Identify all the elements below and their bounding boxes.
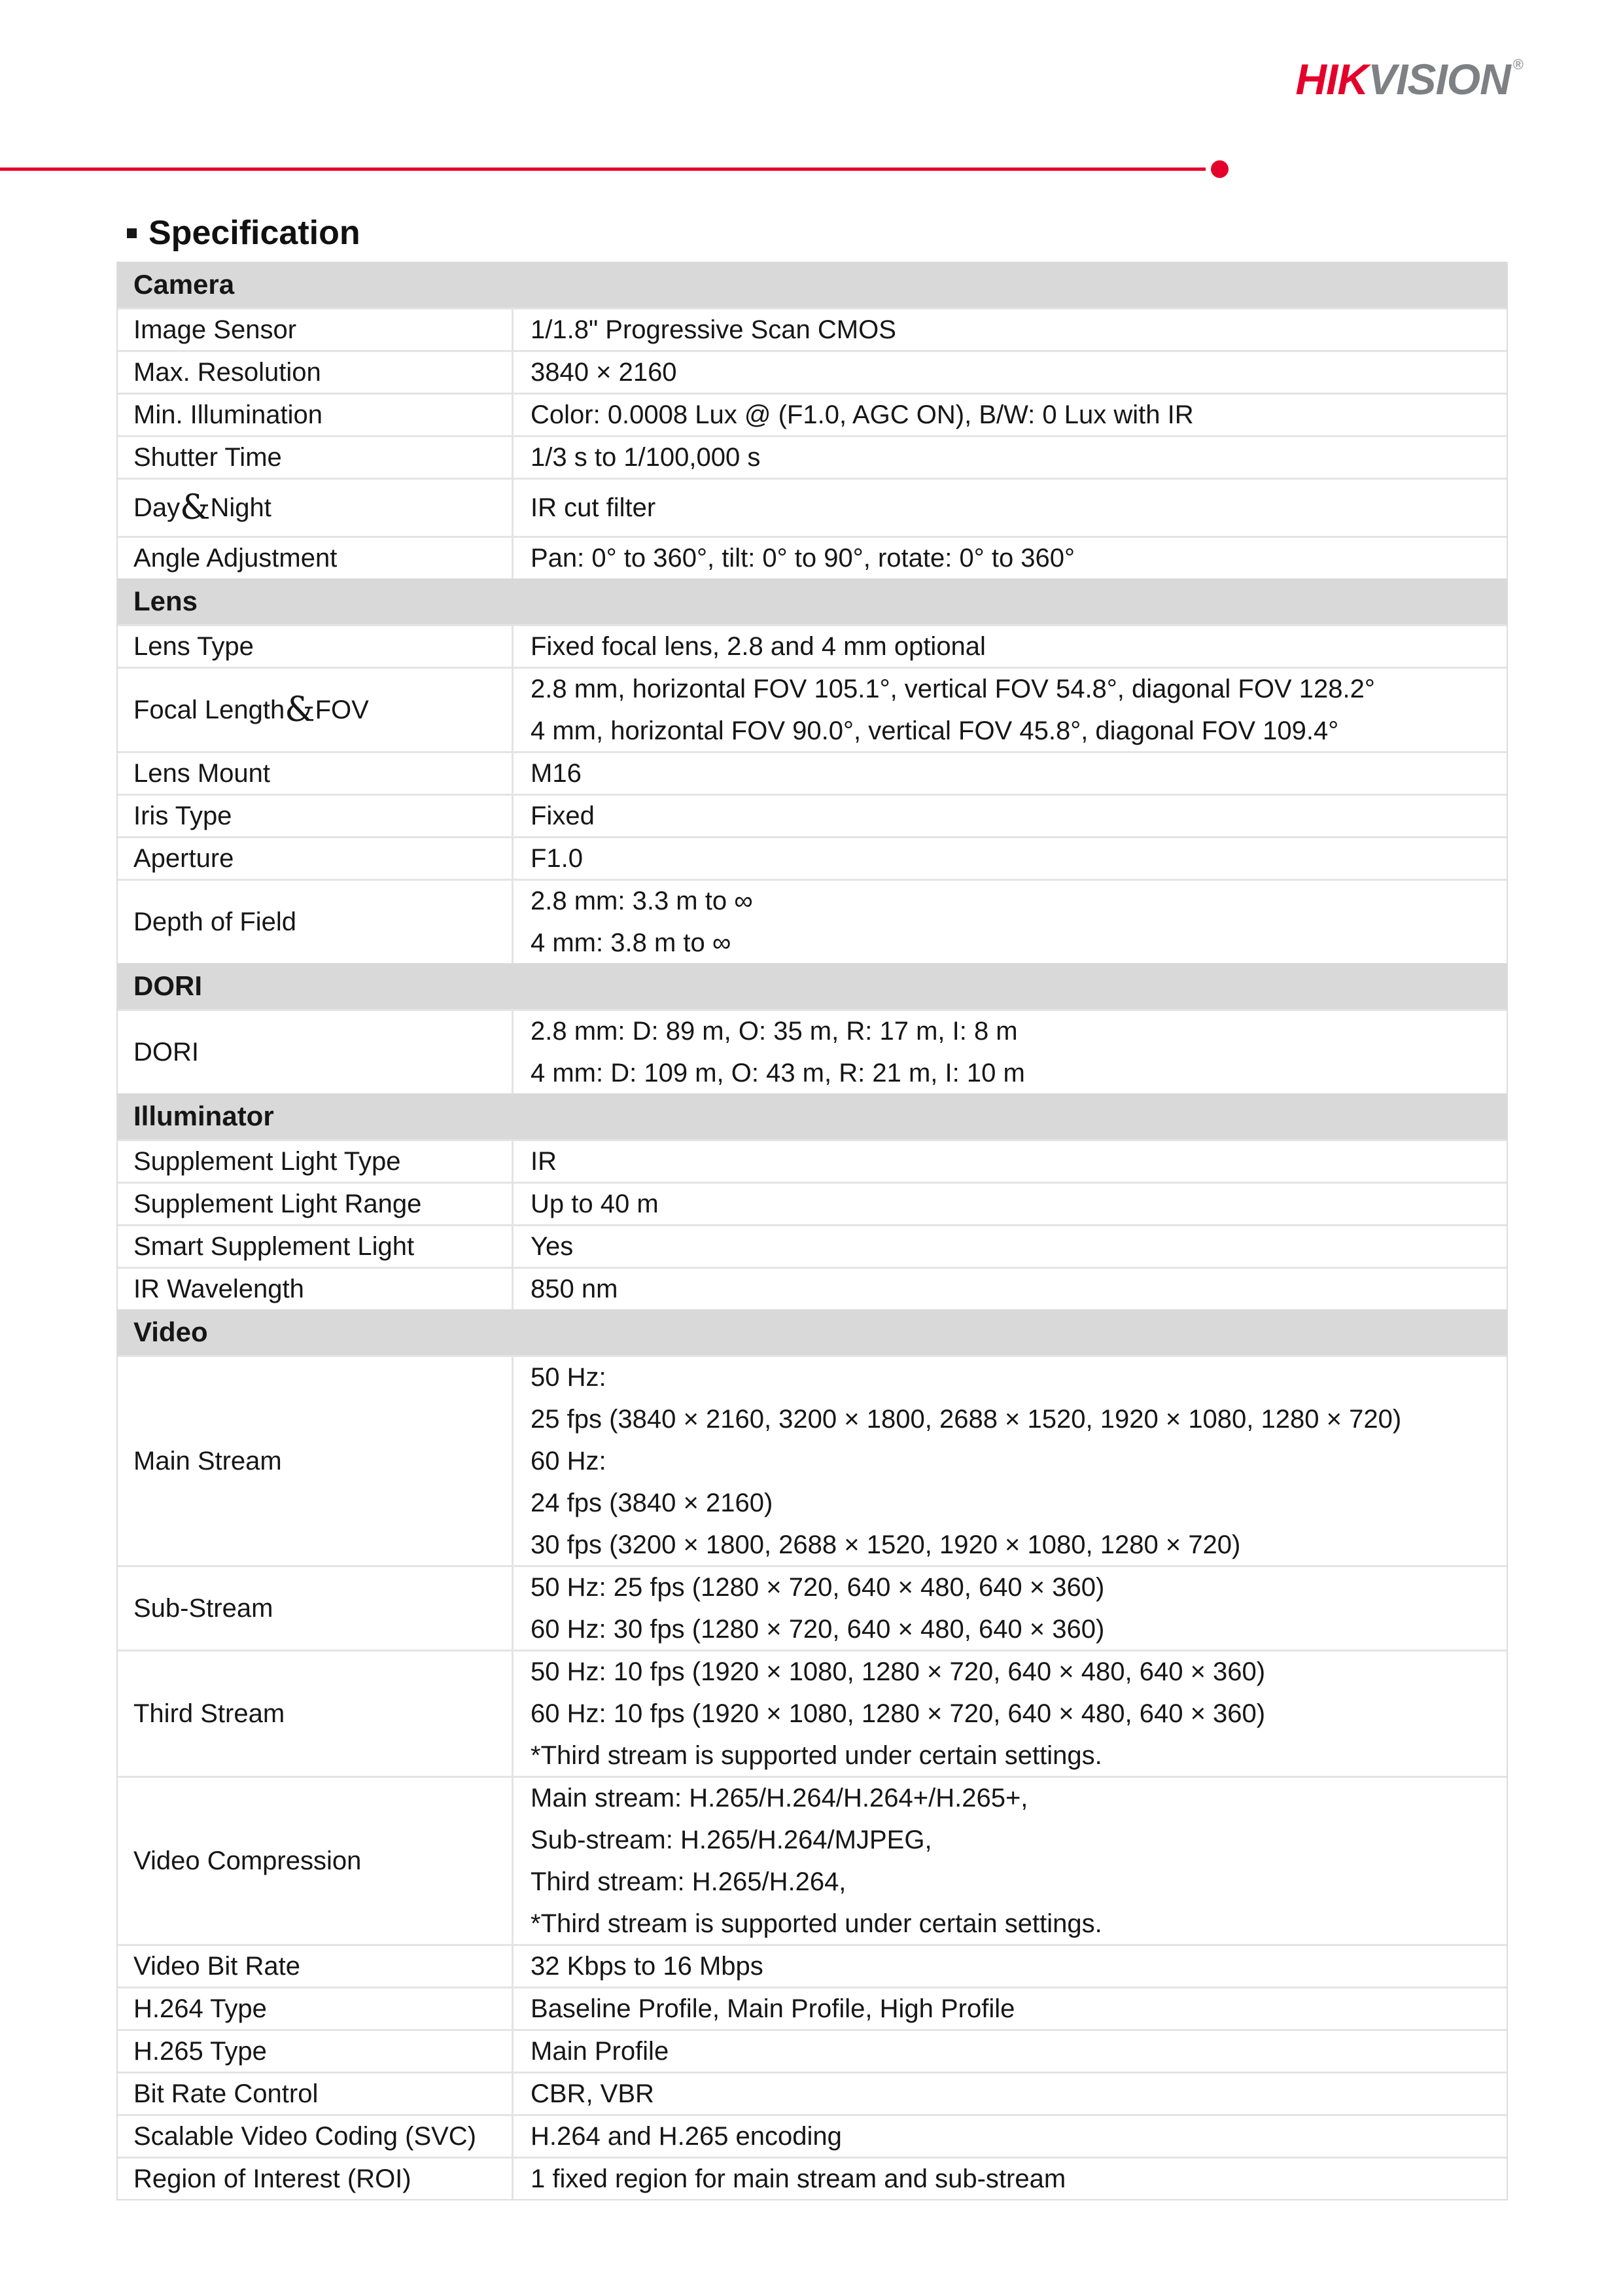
ampersand-glyph: & [180, 488, 211, 527]
spec-row-value [514, 881, 1507, 963]
spec-value-line: Yes [531, 1232, 574, 1261]
spec-value-line: 2.8 mm, horizontal FOV 105.1°, vertical FOV 54.8°, diagonal FOV 128.2° [531, 675, 1375, 703]
spec-row [118, 1650, 1507, 1776]
spec-row-label: Focal Length & FOV [118, 669, 514, 751]
spec-row [118, 435, 1507, 478]
spec-row-value [514, 437, 1507, 478]
spec-value-line: H.264 and H.265 encoding [531, 2122, 842, 2151]
spec-row [118, 2157, 1507, 2199]
spec-value-line: 32 Kbps to 16 Mbps [531, 1952, 763, 1981]
spec-value-line: M16 [531, 759, 582, 788]
spec-value-line: Main stream: H.265/H.264/H.264+/H.265+, [531, 1784, 1028, 1812]
spec-value-line: Third stream: H.265/H.264, [531, 1867, 846, 1896]
spec-row-value [514, 796, 1507, 836]
spec-value-line: 24 fps (3840 × 2160) [531, 1489, 773, 1517]
spec-row [118, 2114, 1507, 2157]
spec-row-label: Scalable Video Coding (SVC) [118, 2116, 514, 2157]
spec-row-value [514, 1011, 1507, 1093]
spec-value-line: Fixed focal lens, 2.8 and 4 mm optional [531, 632, 986, 661]
spec-value-line: 1/1.8" Progressive Scan CMOS [531, 315, 896, 344]
spec-value-line: *Third stream is supported under certain settings. [531, 1909, 1102, 1938]
spec-value-line: 4 mm: 3.8 m to ∞ [531, 928, 731, 957]
spec-row [118, 1776, 1507, 1944]
spec-row-label: Angle Adjustment [118, 538, 514, 578]
spec-row-value [514, 538, 1507, 578]
spec-row-value [514, 1184, 1507, 1224]
spec-row-label: Main Stream [118, 1357, 514, 1565]
spec-row [118, 2029, 1507, 2072]
spec-row-value [514, 626, 1507, 667]
spec-row [118, 393, 1507, 435]
brand-rule-line [0, 168, 1206, 171]
spec-row-label: Lens Type [118, 626, 514, 667]
page-title [127, 208, 360, 258]
spec-value-line: Color: 0.0008 Lux @ (F1.0, AGC ON), B/W: 0 Lux with IR [531, 400, 1194, 429]
spec-row-label: Lens Mount [118, 753, 514, 794]
spec-row [118, 1355, 1507, 1565]
spec-row [118, 1267, 1507, 1309]
registered-trademark-icon: ® [1512, 56, 1524, 73]
spec-value-line: CBR, VBR [531, 2079, 654, 2108]
spec-row-value [514, 2116, 1507, 2157]
section-header: Video [118, 1309, 1507, 1355]
spec-value-line: 60 Hz: 10 fps (1920 × 1080, 1280 × 720, 640 × 480, 640 × 360) [531, 1699, 1266, 1728]
spec-row [118, 751, 1507, 794]
bullet-square-icon [127, 228, 137, 238]
spec-row [118, 1224, 1507, 1267]
spec-row-label: Iris Type [118, 796, 514, 836]
spec-row [118, 794, 1507, 836]
spec-row-value [514, 309, 1507, 350]
spec-value-line: 25 fps (3840 × 2160, 3200 × 1800, 2688 × 1520, 1920 × 1080, 1280 × 720) [531, 1405, 1402, 1434]
spec-row-value [514, 395, 1507, 435]
ampersand-glyph: & [285, 690, 315, 730]
spec-value-line: 850 nm [531, 1275, 618, 1303]
spec-row [118, 1139, 1507, 1182]
spec-row-value [514, 1946, 1507, 1987]
spec-value-line: Baseline Profile, Main Profile, High Profile [531, 1994, 1015, 2023]
spec-row-label: Image Sensor [118, 309, 514, 350]
spec-row-label: Video Bit Rate [118, 1946, 514, 1987]
spec-row-label: Shutter Time [118, 437, 514, 478]
spec-row-value [514, 2031, 1507, 2072]
spec-row-label: H.265 Type [118, 2031, 514, 2072]
spec-row-label: Third Stream [118, 1651, 514, 1776]
spec-row-label: Supplement Light Type [118, 1141, 514, 1182]
spec-value-line: Up to 40 m [531, 1190, 659, 1218]
spec-row-label: Bit Rate Control [118, 2074, 514, 2114]
section-header: Illuminator [118, 1093, 1507, 1139]
logo-hik-text: HIK [1295, 55, 1369, 103]
spec-row-label: Video Compression [118, 1778, 514, 1944]
spec-row [118, 667, 1507, 751]
spec-value-line: Sub-stream: H.265/H.264/MJPEG, [531, 1826, 932, 1854]
logo-vision-text: VISION [1368, 55, 1510, 103]
spec-value-line: 1 fixed region for main stream and sub-stream [531, 2164, 1066, 2193]
spec-value-line: Main Profile [531, 2037, 669, 2066]
spec-row-value [514, 1567, 1507, 1650]
spec-value-line: 4 mm: D: 109 m, O: 43 m, R: 21 m, I: 10 m [531, 1059, 1025, 1087]
spec-value-line: 2.8 mm: 3.3 m to ∞ [531, 887, 753, 915]
spec-row-label: Depth of Field [118, 881, 514, 963]
spec-row-value [514, 1269, 1507, 1309]
spec-row-value [514, 1988, 1507, 2029]
spec-row-label: H.264 Type [118, 1988, 514, 2029]
spec-row [118, 2072, 1507, 2114]
section-header: Camera [118, 262, 1507, 308]
spec-row-value [514, 480, 1507, 536]
spec-row-value [514, 352, 1507, 393]
spec-row-label: Sub-Stream [118, 1567, 514, 1650]
spec-value-line: 2.8 mm: D: 89 m, O: 35 m, R: 17 m, I: 8 m [531, 1017, 1018, 1046]
spec-value-line: 3840 × 2160 [531, 358, 677, 387]
specification-table [116, 262, 1508, 2200]
spec-row [118, 836, 1507, 879]
spec-row [118, 1182, 1507, 1224]
spec-value-line: *Third stream is supported under certain settings. [531, 1741, 1102, 1770]
spec-value-line: Pan: 0° to 360°, tilt: 0° to 90°, rotate: 0° to 360° [531, 544, 1075, 573]
hikvision-logo [1295, 55, 1524, 103]
spec-row-value [514, 838, 1507, 879]
brand-rule-dot-icon [1211, 160, 1229, 178]
spec-row-value [514, 1778, 1507, 1944]
spec-value-line: 50 Hz: 10 fps (1920 × 1080, 1280 × 720, 640 × 480, 640 × 360) [531, 1657, 1266, 1686]
spec-row-label: Region of Interest (ROI) [118, 2159, 514, 2199]
spec-row-label: Day & Night [118, 480, 514, 536]
spec-row [118, 308, 1507, 350]
spec-row [118, 350, 1507, 393]
spec-row-label: Min. Illumination [118, 395, 514, 435]
spec-value-line: F1.0 [531, 844, 584, 873]
spec-value-line: 60 Hz: 30 fps (1280 × 720, 640 × 480, 640 × 360) [531, 1615, 1105, 1644]
page-title-text: Specification [148, 214, 360, 252]
spec-value-line: IR [531, 1147, 557, 1176]
spec-row [118, 1565, 1507, 1650]
spec-value-line: 30 fps (3200 × 1800, 2688 × 1520, 1920 × 1080, 1280 × 720) [531, 1530, 1241, 1559]
spec-row-value [514, 2159, 1507, 2199]
spec-value-line: Fixed [531, 802, 595, 830]
spec-row [118, 1987, 1507, 2029]
spec-row-label: Max. Resolution [118, 352, 514, 393]
section-header: DORI [118, 963, 1507, 1009]
spec-row-label: Supplement Light Range [118, 1184, 514, 1224]
section-header: Lens [118, 578, 1507, 624]
spec-row [118, 879, 1507, 963]
spec-row [118, 536, 1507, 578]
spec-row [118, 1009, 1507, 1093]
spec-row-value [514, 1651, 1507, 1776]
spec-row [118, 624, 1507, 667]
spec-row-value [514, 1357, 1507, 1565]
spec-value-line: IR cut filter [531, 493, 656, 522]
spec-value-line: 4 mm, horizontal FOV 90.0°, vertical FOV 45.8°, diagonal FOV 109.4° [531, 716, 1339, 745]
spec-value-line: 60 Hz: [531, 1447, 606, 1475]
spec-row-value [514, 1226, 1507, 1267]
spec-value-line: 1/3 s to 1/100,000 s [531, 443, 761, 472]
spec-value-line: 50 Hz: [531, 1363, 606, 1392]
spec-row-label: IR Wavelength [118, 1269, 514, 1309]
spec-row-value [514, 753, 1507, 794]
spec-row [118, 1944, 1507, 1987]
spec-value-line: 50 Hz: 25 fps (1280 × 720, 640 × 480, 640 × 360) [531, 1573, 1105, 1602]
spec-row-value [514, 669, 1507, 751]
spec-row-value [514, 1141, 1507, 1182]
spec-row-value [514, 2074, 1507, 2114]
spec-row-label: Smart Supplement Light [118, 1226, 514, 1267]
spec-row-label: Aperture [118, 838, 514, 879]
spec-row [118, 478, 1507, 536]
spec-row-label: DORI [118, 1011, 514, 1093]
